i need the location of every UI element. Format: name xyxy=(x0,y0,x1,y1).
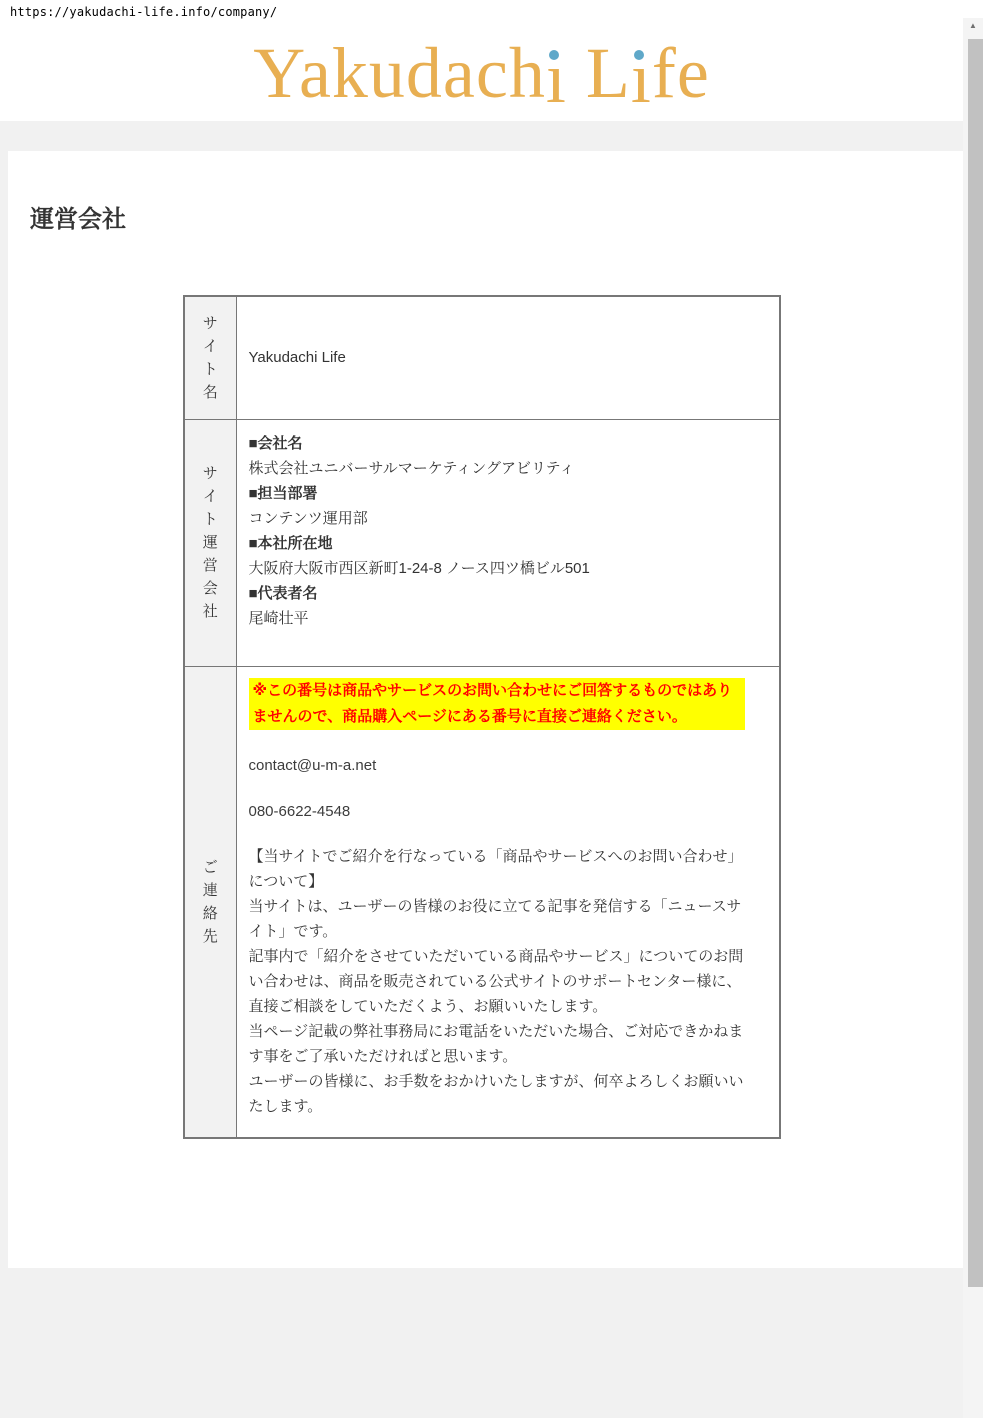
logo-text-part: Yakudach xyxy=(253,33,546,113)
url-text: https://yakudachi-life.info/company/ xyxy=(10,5,278,19)
site-logo xyxy=(0,28,963,118)
content-background xyxy=(0,121,966,1418)
page-title: 運営会社 xyxy=(30,206,126,233)
scroll-up-arrow-icon: ▲ xyxy=(969,21,977,30)
row-header-site-name xyxy=(184,296,236,419)
logo-text-part: fe xyxy=(651,33,710,113)
table-row-contact xyxy=(184,666,780,1138)
logo-letter-i-blue-dot xyxy=(546,33,567,113)
table-row-site-name xyxy=(184,296,780,419)
scroll-up-button[interactable] xyxy=(963,18,983,36)
logo-text-part: L xyxy=(566,33,631,113)
operator-cell xyxy=(236,419,780,666)
representative-value: 尾崎壮平 xyxy=(248,609,309,627)
contact-cell xyxy=(236,666,780,1138)
row-header-operator-label: サイト運営会社 xyxy=(202,465,218,620)
address-value: 大阪府大阪市西区新町1-24-8 ノース四ツ橋ビル501 xyxy=(248,559,590,577)
table-row-operator xyxy=(184,419,780,666)
row-header-site-name-label: サイト名 xyxy=(202,314,218,401)
contact-email: contact@u-m-a.net xyxy=(248,756,377,774)
content-card xyxy=(8,151,963,1268)
about-line: 記事内で「紹介をさせていただいている商品やサービス」についてのお問い合わせは、商品を販売されている公式サイトのサポートセンター様に、直接ご相談をしていただくよう、お願いいたします。 xyxy=(248,947,744,1015)
about-line: ユーザーの皆様に、お手数をおかけいたしますが、何卒よろしくお願いいたします。 xyxy=(248,1072,744,1115)
contact-content xyxy=(249,678,745,1119)
row-header-contact-label: ご連絡先 xyxy=(202,858,218,945)
scrollbar-thumb[interactable] xyxy=(968,39,983,1287)
address-label: ■本社所在地 xyxy=(248,534,333,552)
row-header-contact xyxy=(184,666,236,1138)
site-name-value: Yakudachi Life xyxy=(248,349,346,367)
about-line: 【当サイトでご紹介を行なっている「商品やサービスへのお問い合わせ」について】 xyxy=(248,847,743,890)
about-line: 当サイトは、ユーザーの皆様のお役に立てる記事を発信する「ニュースサイト」です。 xyxy=(248,897,742,940)
contact-phone: 080-6622-4548 xyxy=(248,802,351,820)
scrollbar[interactable] xyxy=(963,18,983,1418)
company-name-value: 株式会社ユニバーサルマーケティングアビリティ xyxy=(248,459,575,477)
department-value: コンテンツ運用部 xyxy=(248,509,368,527)
department-label: ■担当部署 xyxy=(248,484,318,502)
about-line: 当ページ記載の弊社事務局にお電話をいただいた場合、ご対応できかねます事をご了承いただければと思います。 xyxy=(248,1022,744,1065)
logo-letter-i-blue-dot xyxy=(631,33,652,113)
company-info-table xyxy=(183,295,781,1139)
site-header xyxy=(0,28,963,118)
about-paragraph xyxy=(249,844,745,1119)
site-name-cell xyxy=(236,296,780,419)
representative-label: ■代表者名 xyxy=(248,584,318,602)
company-name-label: ■会社名 xyxy=(248,434,303,452)
phone-warning-notice: ※この番号は商品やサービスのお問い合わせにご回答するものではありませんので、商品購入ページにある番号に直接ご連絡ください。 xyxy=(249,678,745,730)
row-header-operator xyxy=(184,419,236,666)
